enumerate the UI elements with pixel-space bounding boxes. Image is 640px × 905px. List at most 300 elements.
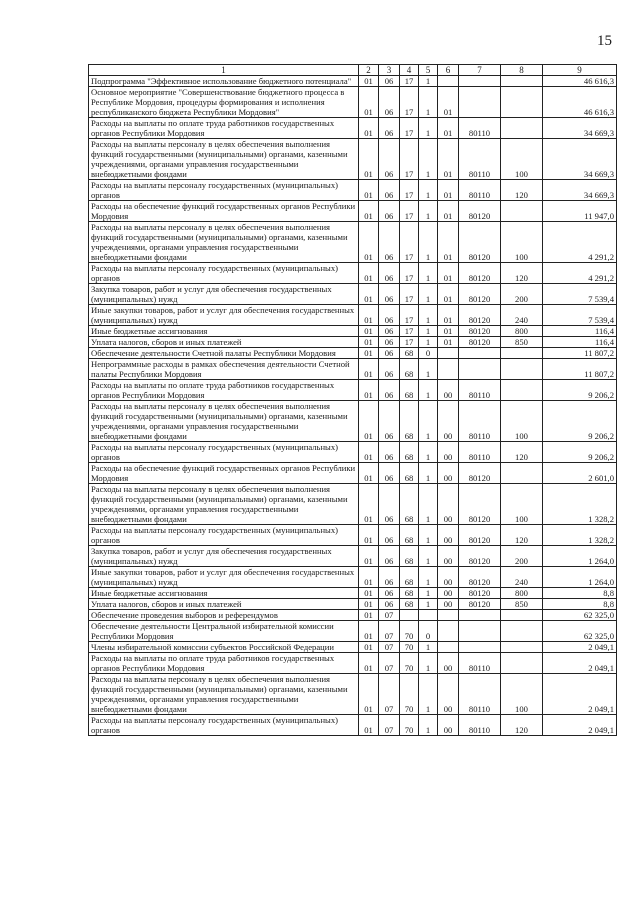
row-amount: 7 539,4 <box>543 305 617 326</box>
row-name: Расходы на выплаты персоналу в целях обеспечения выполнения функций государственными (муниципальными) органами, казенными учреждениями, органами управления государственными внебюджетными фондами <box>89 139 359 180</box>
row-amount: 9 206,2 <box>543 401 617 442</box>
row-code: 01 <box>438 263 459 284</box>
row-code: 01 <box>359 337 379 348</box>
row-code: 06 <box>379 380 400 401</box>
row-code: 06 <box>379 76 400 87</box>
row-amount: 11 947,0 <box>543 201 617 222</box>
row-code: 06 <box>379 139 400 180</box>
column-header: 4 <box>400 65 419 76</box>
table-row <box>89 715 617 736</box>
row-code: 06 <box>379 348 400 359</box>
row-code: 00 <box>438 653 459 674</box>
row-code: 80120 <box>459 546 501 567</box>
column-header: 2 <box>359 65 379 76</box>
table-row <box>89 201 617 222</box>
row-code <box>501 359 543 380</box>
row-code <box>501 87 543 118</box>
row-code <box>459 87 501 118</box>
row-code: 01 <box>438 326 459 337</box>
row-code: 17 <box>400 326 419 337</box>
row-name: Расходы на выплаты персоналу в целях обеспечения выполнения функций государственными (муниципальными) органами, казенными учреждениями, органами управления государственными внебюджетными фондами <box>89 674 359 715</box>
row-amount: 116,4 <box>543 337 617 348</box>
table-row <box>89 118 617 139</box>
row-code: 01 <box>359 642 379 653</box>
row-code: 80120 <box>459 484 501 525</box>
row-code: 00 <box>438 484 459 525</box>
row-code: 06 <box>379 484 400 525</box>
table-row <box>89 621 617 642</box>
row-code: 17 <box>400 76 419 87</box>
row-code: 01 <box>359 401 379 442</box>
row-code: 01 <box>359 588 379 599</box>
row-code: 1 <box>419 139 438 180</box>
row-code <box>438 359 459 380</box>
row-code: 01 <box>438 118 459 139</box>
row-code: 07 <box>379 610 400 621</box>
row-amount: 2 049,1 <box>543 674 617 715</box>
row-code: 17 <box>400 87 419 118</box>
column-header: 8 <box>501 65 543 76</box>
table-row <box>89 642 617 653</box>
row-code: 70 <box>400 674 419 715</box>
row-code: 1 <box>419 442 438 463</box>
row-amount: 2 049,1 <box>543 715 617 736</box>
row-code <box>501 76 543 87</box>
row-code: 00 <box>438 599 459 610</box>
row-code: 68 <box>400 348 419 359</box>
row-code: 06 <box>379 305 400 326</box>
row-code: 00 <box>438 546 459 567</box>
row-code <box>501 348 543 359</box>
table-row <box>89 525 617 546</box>
row-code: 80120 <box>459 463 501 484</box>
row-code: 1 <box>419 653 438 674</box>
table-row <box>89 87 617 118</box>
row-code: 17 <box>400 222 419 263</box>
row-code: 00 <box>438 715 459 736</box>
row-code: 06 <box>379 588 400 599</box>
row-code <box>459 359 501 380</box>
table-row <box>89 348 617 359</box>
row-code <box>400 610 419 621</box>
row-code: 800 <box>501 326 543 337</box>
row-name: Иные закупки товаров, работ и услуг для обеспечения государственных (муниципальных) нужд <box>89 567 359 588</box>
table-row <box>89 305 617 326</box>
row-amount: 1 264,0 <box>543 546 617 567</box>
row-name: Уплата налогов, сборов и иных платежей <box>89 599 359 610</box>
row-amount: 34 669,3 <box>543 118 617 139</box>
row-code: 01 <box>359 380 379 401</box>
row-code: 01 <box>359 139 379 180</box>
column-header: 9 <box>543 65 617 76</box>
row-code: 1 <box>419 642 438 653</box>
row-code: 01 <box>359 222 379 263</box>
row-code: 120 <box>501 263 543 284</box>
row-code: 1 <box>419 567 438 588</box>
row-amount: 4 291,2 <box>543 222 617 263</box>
row-code <box>419 610 438 621</box>
row-code: 01 <box>359 348 379 359</box>
row-name: Иные бюджетные ассигнования <box>89 326 359 337</box>
table-body <box>89 76 617 736</box>
row-amount: 116,4 <box>543 326 617 337</box>
row-code <box>459 348 501 359</box>
row-name: Иные закупки товаров, работ и услуг для обеспечения государственных (муниципальных) нужд <box>89 305 359 326</box>
row-amount: 8,8 <box>543 599 617 610</box>
row-code: 07 <box>379 642 400 653</box>
row-code: 240 <box>501 305 543 326</box>
row-amount: 1 328,2 <box>543 484 617 525</box>
row-code: 17 <box>400 201 419 222</box>
row-amount: 1 328,2 <box>543 525 617 546</box>
row-name: Расходы на выплаты персоналу государственных (муниципальных) органов <box>89 715 359 736</box>
row-code: 1 <box>419 674 438 715</box>
row-code: 80110 <box>459 118 501 139</box>
row-code: 01 <box>359 284 379 305</box>
row-code <box>501 118 543 139</box>
row-name: Расходы на выплаты по оплате труда работников государственных органов Республики Мордовия <box>89 380 359 401</box>
table-row <box>89 484 617 525</box>
row-code: 1 <box>419 484 438 525</box>
row-code: 06 <box>379 118 400 139</box>
row-code: 80110 <box>459 442 501 463</box>
row-name: Расходы на обеспечение функций государственных органов Республики Мордовия <box>89 463 359 484</box>
row-code: 100 <box>501 484 543 525</box>
row-code: 120 <box>501 525 543 546</box>
row-code: 80110 <box>459 653 501 674</box>
page-number: 15 <box>597 33 612 49</box>
row-code: 68 <box>400 442 419 463</box>
row-amount: 1 264,0 <box>543 567 617 588</box>
row-code <box>438 76 459 87</box>
row-code: 01 <box>359 525 379 546</box>
row-code <box>459 621 501 642</box>
budget-table <box>88 64 617 736</box>
row-amount: 9 206,2 <box>543 380 617 401</box>
table-row <box>89 180 617 201</box>
row-code: 68 <box>400 525 419 546</box>
row-code <box>501 380 543 401</box>
row-code: 68 <box>400 599 419 610</box>
row-code: 68 <box>400 401 419 442</box>
row-code: 06 <box>379 87 400 118</box>
row-code: 80110 <box>459 674 501 715</box>
table-row <box>89 337 617 348</box>
table-row <box>89 401 617 442</box>
table-row <box>89 442 617 463</box>
row-name: Расходы на выплаты персоналу в целях обеспечения выполнения функций государственными (муниципальными) органами, казенными учреждениями, органами управления государственными внебюджетными фондами <box>89 484 359 525</box>
row-name: Расходы на выплаты по оплате труда работников государственных органов Республики Мордовия <box>89 653 359 674</box>
row-code: 06 <box>379 326 400 337</box>
row-code: 200 <box>501 546 543 567</box>
row-code <box>501 610 543 621</box>
row-amount: 2 601,0 <box>543 463 617 484</box>
row-code: 70 <box>400 715 419 736</box>
row-code: 06 <box>379 359 400 380</box>
row-code: 06 <box>379 337 400 348</box>
table-row <box>89 463 617 484</box>
table-row <box>89 380 617 401</box>
row-code: 1 <box>419 546 438 567</box>
row-code: 1 <box>419 305 438 326</box>
row-code: 00 <box>438 401 459 442</box>
row-name: Расходы на выплаты по оплате труда работников государственных органов Республики Мордовия <box>89 118 359 139</box>
row-code <box>438 348 459 359</box>
row-code: 01 <box>359 263 379 284</box>
row-code: 1 <box>419 380 438 401</box>
row-code: 17 <box>400 118 419 139</box>
row-amount: 2 049,1 <box>543 642 617 653</box>
row-code: 01 <box>359 180 379 201</box>
row-code: 80110 <box>459 380 501 401</box>
row-name: Подпрограмма "Эффективное использование бюджетного потенциала" <box>89 76 359 87</box>
row-code: 80120 <box>459 588 501 599</box>
row-code: 01 <box>438 139 459 180</box>
row-code: 100 <box>501 139 543 180</box>
row-code: 06 <box>379 463 400 484</box>
row-code: 80120 <box>459 525 501 546</box>
row-code: 1 <box>419 87 438 118</box>
row-code: 01 <box>438 284 459 305</box>
row-code: 1 <box>419 222 438 263</box>
row-code: 70 <box>400 621 419 642</box>
row-code: 01 <box>359 305 379 326</box>
row-code: 01 <box>359 567 379 588</box>
row-code: 1 <box>419 525 438 546</box>
row-name: Обеспечение деятельности Счетной палаты Республики Мордовия <box>89 348 359 359</box>
row-code: 00 <box>438 380 459 401</box>
row-code: 120 <box>501 442 543 463</box>
row-code: 1 <box>419 588 438 599</box>
row-name: Уплата налогов, сборов и иных платежей <box>89 337 359 348</box>
row-code <box>438 642 459 653</box>
table-row <box>89 674 617 715</box>
row-code: 00 <box>438 567 459 588</box>
row-code: 17 <box>400 305 419 326</box>
table-row <box>89 263 617 284</box>
table-row <box>89 326 617 337</box>
table-row <box>89 653 617 674</box>
row-code: 68 <box>400 484 419 525</box>
row-code: 01 <box>359 201 379 222</box>
row-amount: 34 669,3 <box>543 180 617 201</box>
row-code: 850 <box>501 599 543 610</box>
row-code <box>501 201 543 222</box>
row-code: 68 <box>400 359 419 380</box>
row-code: 06 <box>379 222 400 263</box>
row-code: 01 <box>359 674 379 715</box>
row-code <box>459 76 501 87</box>
row-code: 01 <box>359 87 379 118</box>
column-header: 7 <box>459 65 501 76</box>
row-code: 17 <box>400 337 419 348</box>
row-code <box>501 621 543 642</box>
row-code: 120 <box>501 180 543 201</box>
row-code: 80120 <box>459 567 501 588</box>
column-header: 6 <box>438 65 459 76</box>
row-code: 06 <box>379 567 400 588</box>
row-code: 06 <box>379 284 400 305</box>
row-code: 06 <box>379 201 400 222</box>
row-code: 68 <box>400 546 419 567</box>
row-code: 1 <box>419 263 438 284</box>
row-name: Расходы на выплаты персоналу в целях обеспечения выполнения функций государственными (муниципальными) органами, казенными учреждениями, органами управления государственными внебюджетными фондами <box>89 401 359 442</box>
row-amount: 11 807,2 <box>543 348 617 359</box>
table-row <box>89 546 617 567</box>
row-code <box>438 610 459 621</box>
row-code: 0 <box>419 621 438 642</box>
row-code: 01 <box>359 463 379 484</box>
table-row <box>89 567 617 588</box>
row-code: 01 <box>359 546 379 567</box>
row-code: 80110 <box>459 180 501 201</box>
row-name: Расходы на обеспечение функций государственных органов Республики Мордовия <box>89 201 359 222</box>
row-code <box>459 610 501 621</box>
row-name: Расходы на выплаты персоналу государственных (муниципальных) органов <box>89 180 359 201</box>
row-code: 80120 <box>459 326 501 337</box>
row-code: 80120 <box>459 337 501 348</box>
row-code: 17 <box>400 263 419 284</box>
row-name: Обеспечение проведения выборов и референдумов <box>89 610 359 621</box>
row-code: 1 <box>419 715 438 736</box>
row-name: Члены избирательной комиссии субъектов Российской Федерации <box>89 642 359 653</box>
column-header: 1 <box>89 65 359 76</box>
row-amount: 62 325,0 <box>543 621 617 642</box>
row-code: 01 <box>359 442 379 463</box>
row-code: 00 <box>438 463 459 484</box>
row-name: Непрограммные расходы в рамках обеспечения деятельности Счетной палаты Республики Мордовия <box>89 359 359 380</box>
row-code: 07 <box>379 621 400 642</box>
row-amount: 11 807,2 <box>543 359 617 380</box>
row-code: 1 <box>419 599 438 610</box>
row-name: Расходы на выплаты персоналу государственных (муниципальных) органов <box>89 442 359 463</box>
row-amount: 7 539,4 <box>543 284 617 305</box>
row-code: 01 <box>438 305 459 326</box>
row-code: 1 <box>419 201 438 222</box>
row-code: 800 <box>501 588 543 599</box>
row-code: 100 <box>501 401 543 442</box>
row-code: 240 <box>501 567 543 588</box>
row-amount: 4 291,2 <box>543 263 617 284</box>
row-code: 01 <box>438 222 459 263</box>
row-code: 01 <box>359 715 379 736</box>
row-name: Закупка товаров, работ и услуг для обеспечения государственных (муниципальных) нужд <box>89 284 359 305</box>
row-code: 68 <box>400 567 419 588</box>
table-row <box>89 76 617 87</box>
row-code: 68 <box>400 588 419 599</box>
row-code: 0 <box>419 348 438 359</box>
table-row <box>89 588 617 599</box>
row-name: Расходы на выплаты персоналу государственных (муниципальных) органов <box>89 525 359 546</box>
row-amount: 9 206,2 <box>543 442 617 463</box>
row-name: Расходы на выплаты персоналу государственных (муниципальных) органов <box>89 263 359 284</box>
row-code: 06 <box>379 599 400 610</box>
row-code <box>438 621 459 642</box>
row-code: 70 <box>400 653 419 674</box>
row-code: 120 <box>501 715 543 736</box>
row-code: 06 <box>379 546 400 567</box>
row-code: 100 <box>501 222 543 263</box>
row-code: 06 <box>379 180 400 201</box>
row-code: 1 <box>419 337 438 348</box>
row-code: 17 <box>400 139 419 180</box>
row-code: 01 <box>438 337 459 348</box>
row-code: 00 <box>438 674 459 715</box>
row-amount: 46 616,3 <box>543 76 617 87</box>
row-code: 1 <box>419 118 438 139</box>
header-row <box>89 65 617 76</box>
row-code: 80120 <box>459 284 501 305</box>
row-code: 80120 <box>459 599 501 610</box>
row-amount: 34 669,3 <box>543 139 617 180</box>
row-code: 850 <box>501 337 543 348</box>
row-code: 00 <box>438 588 459 599</box>
row-name: Расходы на выплаты персоналу в целях обеспечения выполнения функций государственными (муниципальными) органами, казенными учреждениями, органами управления государственными внебюджетными фондами <box>89 222 359 263</box>
row-code: 01 <box>359 484 379 525</box>
row-code: 06 <box>379 401 400 442</box>
row-code: 01 <box>359 599 379 610</box>
row-code: 200 <box>501 284 543 305</box>
row-code: 01 <box>359 621 379 642</box>
table-row <box>89 284 617 305</box>
row-code: 80120 <box>459 201 501 222</box>
row-code: 07 <box>379 674 400 715</box>
column-header: 3 <box>379 65 400 76</box>
row-code: 80110 <box>459 715 501 736</box>
row-code: 1 <box>419 401 438 442</box>
row-code: 80110 <box>459 401 501 442</box>
row-code <box>501 653 543 674</box>
row-code: 17 <box>400 284 419 305</box>
table-row <box>89 222 617 263</box>
table-row <box>89 610 617 621</box>
row-code: 01 <box>359 118 379 139</box>
row-amount: 8,8 <box>543 588 617 599</box>
row-code: 06 <box>379 525 400 546</box>
row-name: Обеспечение деятельности Центральной избирательной комиссии Республики Мордовия <box>89 621 359 642</box>
table-row <box>89 139 617 180</box>
row-code: 01 <box>359 76 379 87</box>
row-code: 01 <box>438 87 459 118</box>
row-name: Основное мероприятие "Совершенствование бюджетного процесса в Республике Мордовия, процедуры формирования и исполнения республиканского бюджета Республики Мордовия" <box>89 87 359 118</box>
table-row <box>89 599 617 610</box>
row-code: 1 <box>419 284 438 305</box>
row-code: 01 <box>359 653 379 674</box>
row-code: 80120 <box>459 263 501 284</box>
row-code: 1 <box>419 180 438 201</box>
row-amount: 46 616,3 <box>543 87 617 118</box>
row-code: 100 <box>501 674 543 715</box>
row-amount: 62 325,0 <box>543 610 617 621</box>
row-code: 1 <box>419 326 438 337</box>
row-code: 1 <box>419 463 438 484</box>
row-code: 01 <box>438 180 459 201</box>
row-code: 07 <box>379 715 400 736</box>
row-name: Закупка товаров, работ и услуг для обеспечения государственных (муниципальных) нужд <box>89 546 359 567</box>
row-code <box>501 463 543 484</box>
row-code: 1 <box>419 359 438 380</box>
row-code: 07 <box>379 653 400 674</box>
row-code: 80120 <box>459 222 501 263</box>
row-code: 70 <box>400 642 419 653</box>
row-code: 80120 <box>459 305 501 326</box>
row-name: Иные бюджетные ассигнования <box>89 588 359 599</box>
row-code: 80110 <box>459 139 501 180</box>
row-code <box>459 642 501 653</box>
row-code: 01 <box>359 326 379 337</box>
row-code: 68 <box>400 463 419 484</box>
row-code: 01 <box>359 610 379 621</box>
